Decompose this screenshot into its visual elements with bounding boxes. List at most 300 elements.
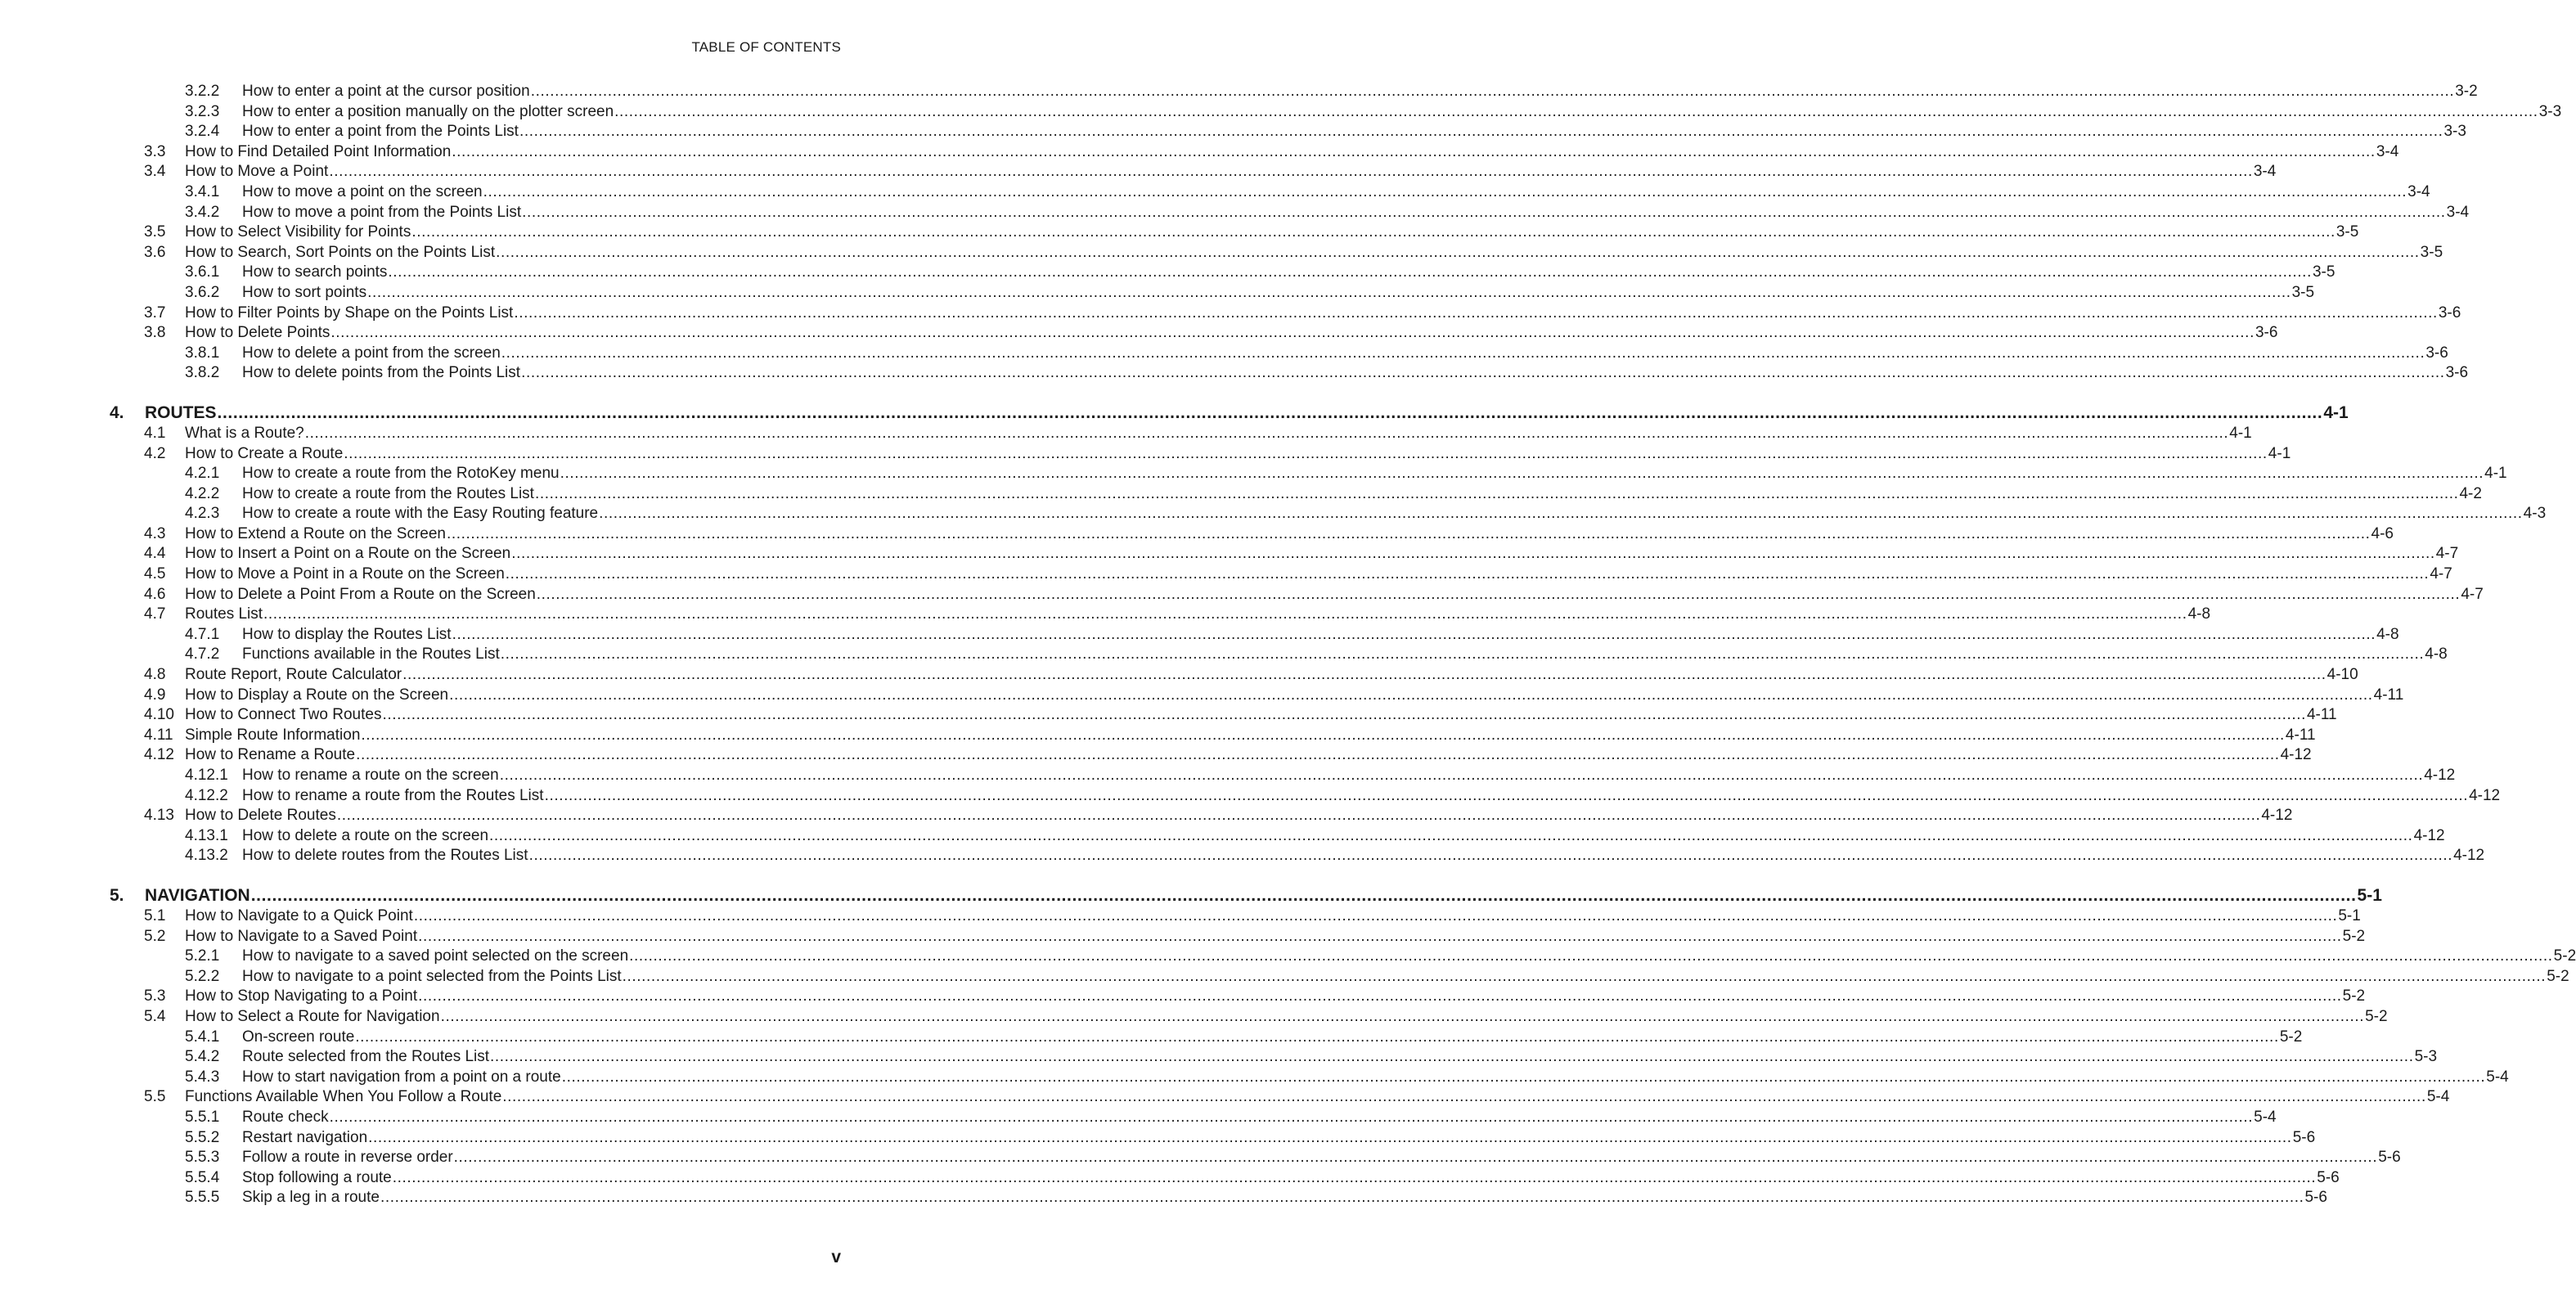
toc-entry[interactable] <box>0 1148 2401 1168</box>
toc-entry[interactable] <box>0 82 2478 102</box>
dot-leader: ................................................................................................................................................................................................................................................................................................................................................................................................................ <box>418 987 2342 1005</box>
toc-entry-number: 5.5.2 <box>185 1128 220 1146</box>
toc-entry-page: 4-11 <box>2306 706 2337 724</box>
toc-entry-number: 3.2.2 <box>185 83 220 100</box>
toc-entry-number: 5.5.1 <box>185 1108 220 1126</box>
toc-entry-body <box>242 1148 2401 1168</box>
toc-entry-title: On-screen route <box>242 1028 355 1046</box>
toc-entry-body <box>242 1028 2303 1048</box>
toc-entry-page: 3-5 <box>2420 243 2443 261</box>
toc-entry[interactable] <box>0 605 2211 625</box>
toc-entry-number: 5.2.2 <box>185 967 220 985</box>
dot-leader: ................................................................................................................................................................................................................................................................................................................................................................................................................ <box>561 1068 2486 1086</box>
toc-entry[interactable] <box>0 705 2337 726</box>
toc-entry-page: 4-11 <box>2373 686 2404 704</box>
dot-leader: ................................................................................................................................................................................................................................................................................................................................................................................................................ <box>388 263 2312 281</box>
toc-entry-number: 4.7.1 <box>185 625 220 643</box>
toc-entry-page: 3-5 <box>2335 223 2359 241</box>
toc-entry-number: 4.13.1 <box>185 826 228 844</box>
dot-leader: ................................................................................................................................................................................................................................................................................................................................................................................................................ <box>263 605 2187 623</box>
toc-entry-page: 5-4 <box>2254 1108 2277 1126</box>
toc-entry-body <box>185 444 2291 465</box>
toc-entry-page: 3-2 <box>2455 83 2478 100</box>
toc-entry[interactable] <box>0 1128 2316 1149</box>
toc-entry[interactable] <box>0 645 2448 665</box>
toc-entry-page: 5-2 <box>2365 1007 2388 1025</box>
toc-entry-page: 4-7 <box>2461 585 2484 603</box>
toc-entry-number: 5. <box>110 885 124 905</box>
dot-leader: ................................................................................................................................................................................................................................................................................................................................................................................................................ <box>560 465 2484 483</box>
toc-entry[interactable] <box>0 363 2469 384</box>
toc-entry-number: 5.3 <box>144 987 166 1005</box>
toc-entry-body <box>185 987 2366 1007</box>
toc-entry[interactable] <box>0 1007 2388 1028</box>
toc-entry-title: How to display the Routes List <box>242 625 452 643</box>
toc-entry-title: Restart navigation <box>242 1128 368 1146</box>
toc-entry-title: How to enter a point at the cursor position <box>242 83 530 100</box>
toc-entry-number: 4.7.2 <box>185 646 220 663</box>
dot-leader: ................................................................................................................................................................................................................................................................................................................................................................................................................ <box>329 1108 2254 1126</box>
toc-entry-title: Routes List <box>185 605 263 623</box>
toc-entry-title: How to Navigate to a Saved Point <box>185 927 418 945</box>
toc-entry-title: How to move a point from the Points List <box>242 203 522 221</box>
toc-entry-number: 5.4.3 <box>185 1068 220 1086</box>
toc-entry-page: 5-2 <box>2547 967 2569 985</box>
toc-entry-number: 3.6 <box>144 243 166 261</box>
dot-leader: ................................................................................................................................................................................................................................................................................................................................................................................................................ <box>440 1007 2365 1025</box>
dot-leader: ................................................................................................................................................................................................................................................................................................................................................................................................................ <box>330 324 2255 342</box>
toc-entry-body <box>242 786 2501 807</box>
toc-entry[interactable] <box>0 1028 2303 1048</box>
toc-entry[interactable] <box>0 806 2293 826</box>
toc-entry[interactable] <box>0 625 2399 646</box>
toc-entry-title: What is a Route? <box>185 424 304 442</box>
dot-leader: ................................................................................................................................................................................................................................................................................................................................................................................................................ <box>528 847 2453 865</box>
toc-entry-body <box>242 766 2456 786</box>
toc-entry-body <box>242 504 2547 524</box>
toc-entry-page: 5-2 <box>2342 987 2366 1005</box>
toc-entry-page: 3-6 <box>2425 344 2448 362</box>
toc-entry-body <box>185 304 2461 324</box>
toc-entry[interactable] <box>0 304 2461 324</box>
toc-entry-title: How to enter a position manually on the plotter screen <box>242 102 614 120</box>
toc-entry-page: 5-1 <box>2357 885 2382 905</box>
toc-entry-body <box>185 223 2359 243</box>
toc-entry-number: 4.12.1 <box>185 767 228 784</box>
toc-entry-body <box>242 1128 2316 1149</box>
toc-entry-number: 4.11 <box>144 726 173 744</box>
toc-entry[interactable] <box>0 424 2252 444</box>
toc-entry[interactable] <box>0 927 2366 947</box>
dot-leader: ................................................................................................................................................................................................................................................................................................................................................................................................................ <box>402 666 2326 684</box>
toc-entry-number: 5.4.1 <box>185 1028 220 1046</box>
dot-leader: ................................................................................................................................................................................................................................................................................................................................................................................................................ <box>356 746 2280 764</box>
toc-entry-number: 3.3 <box>144 142 166 160</box>
toc-entry-title: How to Create a Route <box>185 444 344 462</box>
toc-entry-page: 5-6 <box>2378 1149 2401 1167</box>
toc-entry[interactable] <box>0 1047 2438 1068</box>
dot-leader: ................................................................................................................................................................................................................................................................................................................................................................................................................ <box>453 1149 2378 1167</box>
toc-entry-title: How to Find Detailed Point Information <box>185 142 452 160</box>
toc-entry[interactable] <box>0 283 2315 304</box>
dot-leader: ................................................................................................................................................................................................................................................................................................................................................................................................................ <box>544 786 2469 804</box>
toc-entry-page: 3-6 <box>2445 364 2469 382</box>
toc-entry-page: 4-6 <box>2371 524 2394 542</box>
toc-entry-number: 5.4 <box>144 1007 166 1025</box>
toc-entry-body <box>242 645 2448 665</box>
toc-entry-number: 4.10 <box>144 706 174 724</box>
dot-leader: ................................................................................................................................................................................................................................................................................................................................................................................................................ <box>496 243 2420 261</box>
dot-leader: ................................................................................................................................................................................................................................................................................................................................................................................................................ <box>217 403 2323 422</box>
toc-entry-page: 4-1 <box>2268 444 2291 462</box>
toc-entry-number: 5.5.3 <box>185 1149 220 1167</box>
toc-entry-number: 4.5 <box>144 565 166 583</box>
dot-leader: ................................................................................................................................................................................................................................................................................................................................................................................................................ <box>599 505 2523 523</box>
toc-entry-page: 3-3 <box>2443 123 2466 141</box>
toc-entry[interactable] <box>0 665 2358 686</box>
toc-entry-title: How to Delete a Point From a Route on the Screen <box>185 585 536 603</box>
toc-entry-page: 5-2 <box>2279 1028 2303 1046</box>
toc-entry-number: 5.2 <box>144 927 166 945</box>
toc-entry-page: 5-6 <box>2317 1168 2340 1186</box>
toc-entry-number: 4.3 <box>144 524 166 542</box>
toc-entry[interactable] <box>0 686 2404 706</box>
toc-entry[interactable] <box>0 1068 2509 1088</box>
toc-entry-page: 4-1 <box>2484 465 2507 483</box>
dot-leader: ................................................................................................................................................................................................................................................................................................................................................................................................................ <box>449 686 2373 704</box>
toc-entry-page: 4-8 <box>2187 605 2211 623</box>
toc-entry-body <box>242 283 2315 304</box>
toc-entry[interactable] <box>0 766 2456 786</box>
toc-entry-body <box>185 927 2366 947</box>
toc-entry-body <box>242 1188 2327 1208</box>
toc-entry-body <box>185 243 2443 263</box>
toc-entry-body <box>185 142 2399 163</box>
toc-entry-title: How to Navigate to a Quick Point <box>185 906 413 924</box>
toc-entry-title: How to create a route with the Easy Routing feature <box>242 505 599 523</box>
toc-entry-page: 4-2 <box>2459 484 2482 502</box>
dot-leader: ................................................................................................................................................................................................................................................................................................................................................................................................................ <box>534 484 2459 502</box>
toc-entry-page: 4-8 <box>2425 646 2448 663</box>
toc-entry-page: 3-6 <box>2438 304 2461 322</box>
toc-entry-page: 5-4 <box>2486 1068 2509 1086</box>
toc-entry-title: How to navigate to a point selected from the Points List <box>242 967 622 985</box>
toc-entry-title: How to delete a route on the screen <box>242 826 489 844</box>
toc-entry-number: 4.13.2 <box>185 847 228 865</box>
dot-leader: ................................................................................................................................................................................................................................................................................................................................................................................................................ <box>614 102 2538 120</box>
toc-entry-body <box>242 122 2466 142</box>
dot-leader: ................................................................................................................................................................................................................................................................................................................................................................................................................ <box>336 807 2261 825</box>
toc-entry-number: 5.5.5 <box>185 1189 220 1207</box>
toc-entry-title: Route Report, Route Calculator <box>185 666 402 684</box>
toc-entry-body <box>242 82 2478 102</box>
dot-leader: ................................................................................................................................................................................................................................................................................................................................................................................................................ <box>344 444 2268 462</box>
toc-entry[interactable] <box>0 444 2291 465</box>
toc-entry-title: How to Rename a Route <box>185 746 356 764</box>
toc-entry-page: 4-12 <box>2424 767 2456 784</box>
dot-leader: ................................................................................................................................................................................................................................................................................................................................................................................................................ <box>489 826 2413 844</box>
toc-entry[interactable] <box>0 846 2485 866</box>
toc-entry-number: 3.2.3 <box>185 102 220 120</box>
toc-entry-number: 5.1 <box>144 906 166 924</box>
toc-entry[interactable] <box>0 565 2452 585</box>
toc-entry-body <box>242 1168 2340 1189</box>
toc-entry-page: 4-12 <box>2453 847 2485 865</box>
toc-entry-body <box>242 263 2335 283</box>
toc-entry-number: 4.9 <box>144 686 166 704</box>
toc-entry-title: How to create a route from the Routes List <box>242 484 534 502</box>
toc-entry-title: Route selected from the Routes List <box>242 1048 490 1066</box>
page-header: TABLE OF CONTENTS <box>691 39 841 55</box>
toc-entry-title: How to Select Visibility for Points <box>185 223 411 241</box>
toc-entry-number: 3.4.1 <box>185 182 220 200</box>
toc-entry-page: 3-4 <box>2376 142 2399 160</box>
toc-entry-body <box>185 162 2277 182</box>
toc-entry-title: How to rename a route on the screen <box>242 767 499 784</box>
toc-entry-page: 4-12 <box>2469 786 2501 804</box>
toc-entry[interactable] <box>0 263 2335 283</box>
toc-entry-page: 5-1 <box>2338 906 2361 924</box>
dot-leader: ................................................................................................................................................................................................................................................................................................................................................................................................................ <box>499 767 2424 784</box>
toc-entry-number: 3.2.4 <box>185 123 220 141</box>
toc-entry-body <box>242 967 2569 987</box>
toc-entry-number: 4.1 <box>144 424 166 442</box>
toc-entry-number: 4.2.3 <box>185 505 220 523</box>
toc-entry-body <box>242 1108 2277 1128</box>
toc-entry-title: How to move a point on the screen <box>242 182 483 200</box>
toc-entry-title: How to create a route from the RotoKey menu <box>242 465 560 483</box>
toc-entry[interactable] <box>0 182 2430 203</box>
toc-entry-body <box>185 524 2394 545</box>
toc-entry-title: Route check <box>242 1108 329 1126</box>
toc-entry-number: 4.6 <box>144 585 166 603</box>
dot-leader: ................................................................................................................................................................................................................................................................................................................................................................................................................ <box>380 1189 2304 1207</box>
toc-entry-page: 3-6 <box>2255 324 2278 342</box>
toc-entry[interactable] <box>0 122 2466 142</box>
toc-entry-title: How to Search, Sort Points on the Points List <box>185 243 496 261</box>
dot-leader: ................................................................................................................................................................................................................................................................................................................................................................................................................ <box>368 1128 2292 1146</box>
toc-entry-page: 4-11 <box>2285 726 2316 744</box>
dot-leader: ................................................................................................................................................................................................................................................................................................................................................................................................................ <box>490 1048 2414 1066</box>
toc-entry-number: 3.8.1 <box>185 344 220 362</box>
toc-entry-title: How to Insert a Point on a Route on the Screen <box>185 545 511 563</box>
dot-leader: ................................................................................................................................................................................................................................................................................................................................................................................................................ <box>514 304 2438 322</box>
toc-entry[interactable] <box>0 142 2399 163</box>
page-number: v <box>831 1248 841 1266</box>
toc-entry[interactable] <box>0 585 2484 605</box>
toc-entry-title: How to sort points <box>242 283 367 301</box>
toc-entry-number: 3.8.2 <box>185 364 220 382</box>
toc-entry-page: 5-2 <box>2553 947 2576 965</box>
toc-entry-body <box>242 1068 2509 1088</box>
toc-entry[interactable] <box>0 162 2277 182</box>
toc-entry-title: Functions available in the Routes List <box>242 646 500 663</box>
toc-entry-title: How to Connect Two Routes <box>185 706 382 724</box>
toc-entry-page: 3-4 <box>2446 203 2470 221</box>
toc-entry-number: 4.13 <box>144 807 174 825</box>
toc-entry-page: 3-3 <box>2538 102 2562 120</box>
toc-entry[interactable] <box>0 726 2316 746</box>
toc-entry[interactable] <box>0 504 2547 524</box>
toc-entry-body <box>185 705 2337 726</box>
toc-entry-number: 3.4 <box>144 163 166 181</box>
dot-leader: ................................................................................................................................................................................................................................................................................................................................................................................................................ <box>622 967 2547 985</box>
toc-entry[interactable] <box>0 484 2482 505</box>
toc-entry-title: How to Extend a Route on the Screen <box>185 524 446 542</box>
toc-entry[interactable] <box>0 344 2448 364</box>
dot-leader: ................................................................................................................................................................................................................................................................................................................................................................................................................ <box>367 283 2291 301</box>
toc-entry-body <box>185 1007 2388 1028</box>
toc-entry-body <box>185 906 2361 927</box>
toc-entry[interactable] <box>0 947 2576 967</box>
toc-entry-number: 4.12.2 <box>185 786 228 804</box>
toc-entry-title: How to Delete Points <box>185 324 330 342</box>
toc-entry[interactable] <box>0 524 2394 545</box>
toc-chapter-entry[interactable] <box>0 885 2382 906</box>
toc-entry-page: 4-12 <box>2280 746 2312 764</box>
dot-leader: ................................................................................................................................................................................................................................................................................................................................................................................................................ <box>502 1088 2426 1106</box>
dot-leader: ................................................................................................................................................................................................................................................................................................................................................................................................................ <box>452 142 2376 160</box>
toc-entry-title: Functions Available When You Follow a Route <box>185 1088 502 1106</box>
toc-entry-number: 3.7 <box>144 304 166 322</box>
toc-entry-body <box>185 605 2211 625</box>
toc-entry[interactable] <box>0 826 2445 847</box>
toc-entry-page: 4-1 <box>2229 424 2252 442</box>
toc-entry-body <box>185 424 2252 444</box>
toc-entry-page: 4-7 <box>2430 565 2452 583</box>
toc-entry-body <box>242 102 2562 123</box>
toc-entry-body <box>185 585 2484 605</box>
toc-entry-page: 5-3 <box>2414 1048 2438 1066</box>
dot-leader: ................................................................................................................................................................................................................................................................................................................................................................................................................ <box>418 927 2342 945</box>
toc-entry-number: 4.4 <box>144 545 166 563</box>
toc-entry-title: How to Move a Point <box>185 163 329 181</box>
toc-entry-title: How to search points <box>242 263 388 281</box>
toc-entry[interactable] <box>0 906 2361 927</box>
toc-entry-number: 3.5 <box>144 223 166 241</box>
toc-chapter-entry[interactable] <box>0 403 2349 424</box>
toc-entry[interactable] <box>0 1168 2340 1189</box>
toc-entry-body <box>242 947 2576 967</box>
toc-entry-number: 3.8 <box>144 324 166 342</box>
toc-entry-number: 4.2 <box>144 444 166 462</box>
toc-entry-body <box>242 484 2482 505</box>
toc-entry[interactable] <box>0 464 2507 484</box>
toc-entry-number: 4.12 <box>144 746 174 764</box>
toc-entry-number: 5.5.4 <box>185 1168 220 1186</box>
toc-entry-page: 5-2 <box>2342 927 2366 945</box>
toc-entry[interactable] <box>0 1188 2327 1208</box>
toc-entry-body <box>185 1087 2450 1108</box>
toc-entry-number: 5.2.1 <box>185 947 220 965</box>
toc-entry[interactable] <box>0 223 2359 243</box>
toc-entry-title: ROUTES <box>145 403 217 422</box>
toc-entry-title: How to start navigation from a point on a route <box>242 1068 561 1086</box>
toc-entry-title: How to Stop Navigating to a Point <box>185 987 418 1005</box>
toc-entry-title: Skip a leg in a route <box>242 1189 380 1207</box>
toc-entry-body <box>242 344 2448 364</box>
dot-leader: ................................................................................................................................................................................................................................................................................................................................................................................................................ <box>413 906 2338 924</box>
toc-entry[interactable] <box>0 987 2366 1007</box>
dot-leader: ................................................................................................................................................................................................................................................................................................................................................................................................................ <box>511 545 2435 563</box>
toc-entry-page: 3-5 <box>2291 283 2315 301</box>
toc-entry-body <box>185 726 2316 746</box>
toc-entry-number: 4.2.1 <box>185 465 220 483</box>
dot-leader: ................................................................................................................................................................................................................................................................................................................................................................................................................ <box>382 706 2306 724</box>
table-of-contents <box>0 82 2576 1208</box>
dot-leader: ................................................................................................................................................................................................................................................................................................................................................................................................................ <box>483 182 2407 200</box>
dot-leader: ................................................................................................................................................................................................................................................................................................................................................................................................................ <box>521 364 2445 382</box>
toc-entry-number: 3.6.1 <box>185 263 220 281</box>
toc-entry-page: 3-5 <box>2312 263 2335 281</box>
toc-entry[interactable] <box>0 544 2459 565</box>
toc-entry-title: How to Delete Routes <box>185 807 336 825</box>
toc-entry-body <box>145 403 2349 424</box>
toc-entry-page: 3-4 <box>2253 163 2277 181</box>
dot-leader: ................................................................................................................................................................................................................................................................................................................................................................................................................ <box>446 524 2371 542</box>
dot-leader: ................................................................................................................................................................................................................................................................................................................................................................................................................ <box>629 947 2553 965</box>
dot-leader: ................................................................................................................................................................................................................................................................................................................................................................................................................ <box>355 1028 2279 1046</box>
dot-leader: ................................................................................................................................................................................................................................................................................................................................................................................................................ <box>304 424 2229 442</box>
toc-entry-body <box>242 464 2507 484</box>
dot-leader: ................................................................................................................................................................................................................................................................................................................................................................................................................ <box>536 585 2461 603</box>
toc-entry-number: 5.5 <box>144 1088 166 1106</box>
toc-entry-title: How to navigate to a saved point selected on the screen <box>242 947 629 965</box>
toc-entry-title: How to Select a Route for Navigation <box>185 1007 440 1025</box>
toc-entry[interactable] <box>0 745 2312 766</box>
toc-entry-title: How to Move a Point in a Route on the Screen <box>185 565 505 583</box>
toc-entry-number: 4. <box>110 403 124 422</box>
toc-entry-title: How to Filter Points by Shape on the Points List <box>185 304 514 322</box>
toc-entry[interactable] <box>0 967 2569 987</box>
toc-entry-body <box>185 745 2312 766</box>
toc-entry-body <box>242 203 2470 223</box>
toc-entry-number: 4.7 <box>144 605 166 623</box>
toc-entry[interactable] <box>0 203 2470 223</box>
toc-entry-number: 3.6.2 <box>185 283 220 301</box>
dot-leader: ................................................................................................................................................................................................................................................................................................................................................................................................................ <box>519 123 2443 141</box>
toc-entry[interactable] <box>0 243 2443 263</box>
toc-entry-title: How to delete a point from the screen <box>242 344 501 362</box>
dot-leader: ................................................................................................................................................................................................................................................................................................................................................................................................................ <box>500 646 2425 663</box>
toc-entry[interactable] <box>0 323 2278 344</box>
toc-entry[interactable] <box>0 786 2501 807</box>
dot-leader: ................................................................................................................................................................................................................................................................................................................................................................................................................ <box>501 344 2425 362</box>
toc-entry-title: How to enter a point from the Points List <box>242 123 519 141</box>
toc-entry-body <box>185 806 2293 826</box>
toc-entry[interactable] <box>0 102 2562 123</box>
toc-entry-body <box>185 686 2404 706</box>
toc-entry-page: 4-8 <box>2376 625 2399 643</box>
toc-entry-page: 4-3 <box>2523 505 2547 523</box>
toc-entry-title: Follow a route in reverse order <box>242 1149 453 1167</box>
toc-entry[interactable] <box>0 1108 2277 1128</box>
toc-entry-page: 4-12 <box>2413 826 2445 844</box>
dot-leader: ................................................................................................................................................................................................................................................................................................................................................................................................................ <box>329 163 2253 181</box>
toc-entry-body <box>242 826 2445 847</box>
toc-entry-number: 4.8 <box>144 666 166 684</box>
dot-leader: ................................................................................................................................................................................................................................................................................................................................................................................................................ <box>530 83 2455 100</box>
toc-entry-title: NAVIGATION <box>145 885 250 905</box>
toc-entry-page: 5-6 <box>2292 1128 2316 1146</box>
toc-entry-page: 4-7 <box>2435 545 2459 563</box>
toc-entry-body <box>242 1047 2438 1068</box>
toc-entry-body <box>185 565 2452 585</box>
dot-leader: ................................................................................................................................................................................................................................................................................................................................................................................................................ <box>361 726 2285 744</box>
toc-entry-title: How to Display a Route on the Screen <box>185 686 449 704</box>
toc-entry[interactable] <box>0 1087 2450 1108</box>
toc-entry-page: 5-6 <box>2304 1189 2327 1207</box>
